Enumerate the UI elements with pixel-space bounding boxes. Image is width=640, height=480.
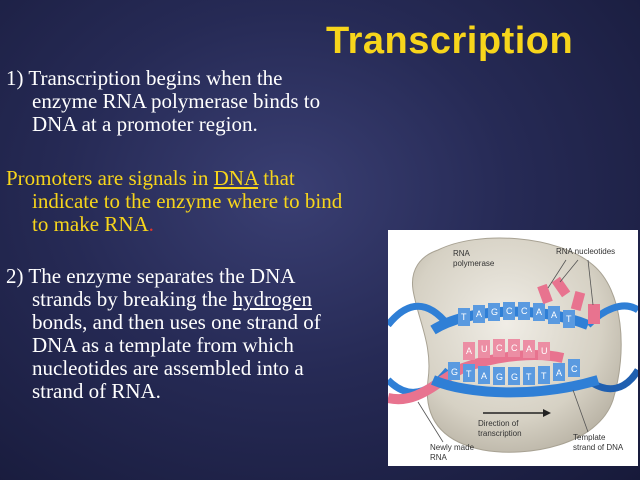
dna-link[interactable]: DNA (213, 166, 258, 190)
point-2-line-5: nucleotides are assembled into a (32, 356, 304, 380)
base-top-2-letter: A (476, 309, 483, 319)
point-2-text (6, 265, 388, 403)
rna-base-2-letter: U (481, 344, 488, 354)
label-template-2: strand of DNA (573, 443, 624, 452)
nucleotide-4 (588, 304, 600, 324)
transcription-diagram-svg (388, 230, 638, 466)
point-2-line-2 (6, 288, 388, 311)
base-top-1-letter: T (461, 312, 467, 322)
base-top-5-letter: C (521, 306, 528, 316)
label-new-rna-1: Newly made (430, 443, 475, 452)
base-top-3-letter: G (491, 307, 499, 317)
point-1-line-2: enzyme RNA polymerase binds to (32, 89, 321, 113)
base-bottom-6-letter: T (526, 372, 532, 382)
base-top-6-letter: A (536, 307, 543, 317)
point-2-line-3: bonds, and then uses one strand of (32, 310, 321, 334)
promoters-line-1-after: that (257, 166, 295, 190)
transcription-diagram (388, 230, 638, 466)
rna-base-1-letter: A (466, 346, 473, 356)
hydrogen-link[interactable]: hydrogen (232, 287, 312, 311)
label-direction-2: transcription (478, 429, 522, 438)
label-rna-nucleotides: RNA nucleotides (556, 247, 616, 256)
label-direction-1: Direction of (478, 419, 519, 428)
base-top-4-letter: C (506, 306, 513, 316)
point-2-line-4: DNA as a template from which (32, 333, 294, 357)
base-bottom-2-letter: T (466, 369, 472, 379)
base-top-7-letter: A (551, 310, 558, 320)
base-bottom-5-letter: G (511, 372, 519, 382)
point-2-line-6: strand of RNA. (32, 379, 161, 403)
base-bottom-4-letter: G (496, 372, 504, 382)
point-2-line-2-before: strands by breaking the (32, 287, 233, 311)
promoters-line-2: indicate to the enzyme where to bind (32, 189, 343, 213)
rna-base-3-letter: C (496, 343, 503, 353)
base-bottom-3-letter: A (481, 371, 488, 381)
base-bottom-9-letter: C (571, 364, 578, 374)
base-bottom-7-letter: T (541, 371, 547, 381)
label-rna-polymerase-1: RNA (453, 249, 470, 258)
label-template-1: Template (573, 433, 606, 442)
base-top-8-letter: T (566, 314, 572, 324)
label-new-rna-2: RNA (430, 453, 447, 462)
label-rna-polymerase-2: polymerase (453, 259, 495, 268)
rna-base-6-letter: U (541, 346, 548, 356)
rna-base-4-letter: C (511, 343, 518, 353)
base-bottom-8-letter: A (556, 368, 563, 378)
promoters-line-3-text: to make RNA (32, 212, 149, 236)
promoters-text (6, 167, 406, 236)
point-1-line-1: 1) Transcription begins when the (6, 66, 283, 90)
base-bottom-1-letter: G (451, 367, 459, 377)
promoters-line-1 (6, 167, 406, 190)
point-1-text (6, 67, 386, 136)
point-1-line-3: DNA at a promoter region. (32, 112, 258, 136)
promoters-line-1-before: Promoters are signals in (6, 166, 214, 190)
promoters-line-3 (6, 213, 406, 236)
promoters-line-3-dot: . (148, 212, 154, 236)
slide-title: Transcription (326, 20, 574, 62)
rna-base-5-letter: A (526, 344, 533, 354)
point-2-line-1: 2) The enzyme separates the DNA (6, 264, 296, 288)
